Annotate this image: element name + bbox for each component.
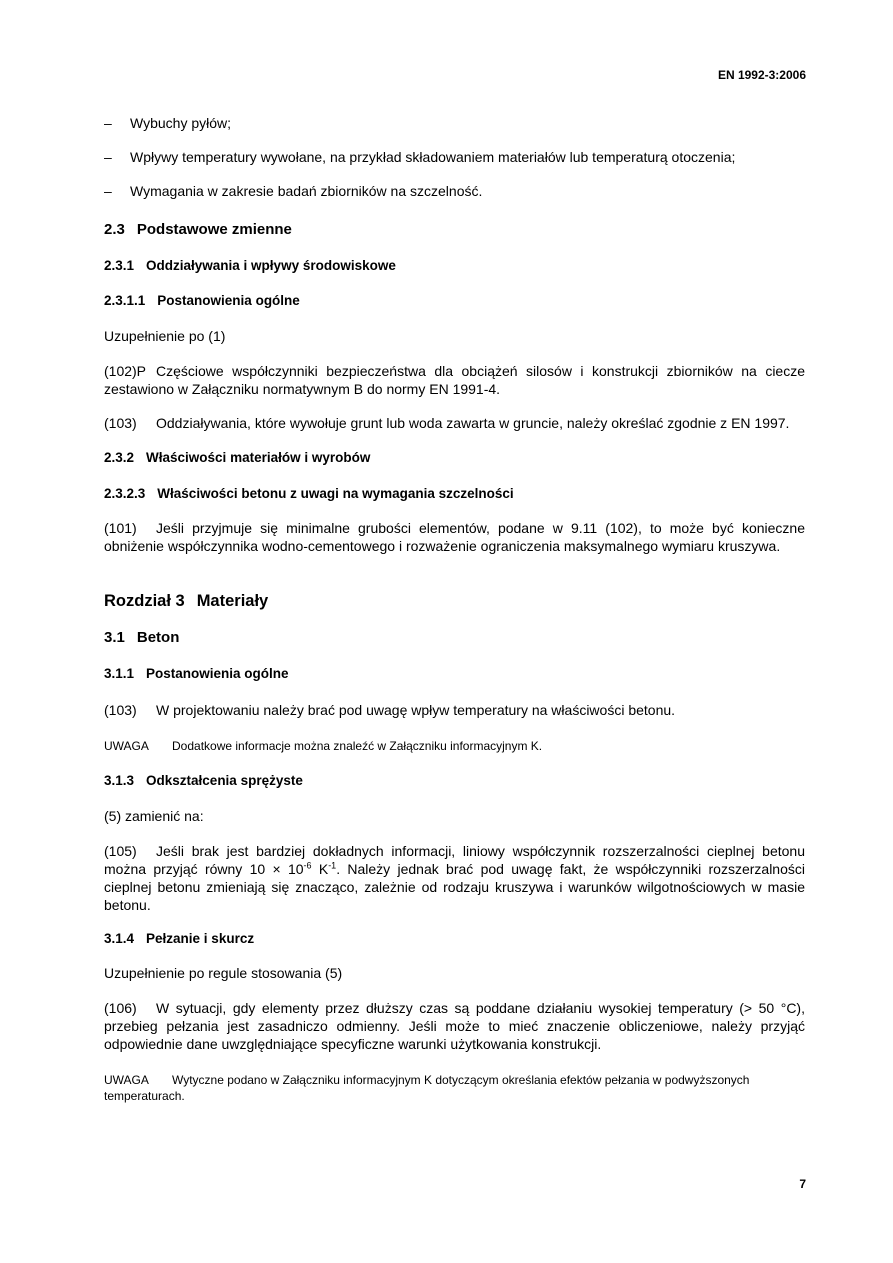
paragraph-label: (103): [104, 415, 137, 431]
section-number: 3.1.4: [104, 931, 135, 946]
paragraph-label: (101): [104, 520, 137, 536]
section-heading: [104, 221, 805, 239]
section-title: Właściwości betonu z uwagi na wymagania szczelności: [157, 486, 514, 501]
section-title: Postanowienia ogólne: [157, 293, 300, 308]
exponent: -6: [303, 860, 312, 871]
exponent: -1: [328, 860, 337, 871]
paragraph: [104, 842, 805, 914]
chapter-number: Rozdział 3: [104, 592, 185, 610]
paragraph-text: K: [311, 861, 329, 877]
paragraph-label: (105): [104, 843, 137, 859]
paragraph: [104, 701, 805, 719]
section-title: Pełzanie i skurcz: [146, 931, 255, 946]
section-number: 2.3.2: [104, 450, 135, 465]
section-title: Postanowienia ogólne: [146, 666, 289, 681]
note-text: Dodatkowe informacje można znaleźć w Załączniku informacyjnym K.: [172, 739, 543, 753]
bullet-text: Wpływy temperatury wywołane, na przykład składowaniem materiałów lub temperaturą otoczenia;: [130, 149, 736, 165]
section-number: 2.3.1: [104, 258, 135, 273]
section-title: Podstawowe zmienne: [136, 221, 292, 238]
paragraph: Uzupełnienie po regule stosowania (5): [104, 965, 343, 981]
paragraph-text: Jeśli przyjmuje się minimalne grubości elementów, podane w 9.11 (102), to może być konieczne obniżenie współczynnika wodno-cementowego i rozważenie ograniczenia maksymalnego wymiaru kruszywa.: [104, 520, 805, 554]
bullet-dash: –: [104, 149, 112, 165]
section-number: 2.3.1.1: [104, 293, 146, 308]
section-number: 3.1.1: [104, 666, 135, 681]
paragraph: Uzupełnienie po (1): [104, 328, 226, 344]
bullet-text: Wybuchy pyłów;: [130, 115, 232, 131]
bullet-text: Wymagania w zakresie badań zbiorników na szczelność.: [130, 183, 483, 199]
section-number: 3.1: [104, 629, 125, 646]
section-title: Właściwości materiałów i wyrobów: [146, 450, 371, 465]
paragraph-label: (102)P: [104, 363, 147, 379]
section-heading: [104, 292, 805, 310]
section-number: 2.3.2.3: [104, 486, 146, 501]
paragraph: [104, 999, 805, 1053]
section-number: 2.3: [104, 221, 125, 238]
paragraph-text: Częściowe współczynniki bezpieczeństwa dla obciążeń silosów i konstrukcji zbiorników na ciecze zestawiono w Załączniku normatywnym B do normy EN 1991-4.: [104, 363, 805, 397]
section-title: Beton: [136, 629, 180, 646]
section-title: Oddziaływania i wpływy środowiskowe: [146, 258, 396, 273]
section-heading: [104, 629, 805, 647]
bullet-dash: –: [104, 115, 112, 131]
section-heading: [104, 772, 805, 790]
section-heading: [104, 930, 805, 948]
section-heading: [104, 665, 805, 683]
paragraph-text: Jeśli brak jest bardziej dokładnych informacji, liniowy współczynnik rozszerzalności cieplnej betonu można przyjąć równy 10 × 10: [104, 843, 805, 877]
bullet-dash: –: [104, 183, 112, 199]
section-title: Odkształcenia sprężyste: [146, 773, 303, 788]
page-number: 7: [799, 1177, 806, 1191]
note-label: UWAGA: [104, 739, 149, 753]
paragraph-text: W sytuacji, gdy elementy przez dłuższy czas są poddane działaniu wysokiej temperatury (> 50 °C), przebieg pełzania jest zasadniczo odmienny. Jeśli może to mieć znaczenie obliczeniowe, należy przyjąć odpowiednie dane uwzględniające specyficzne warunki użytkowania konstrukcji.: [104, 1000, 805, 1052]
paragraph-text: W projektowaniu należy brać pod uwagę wpływ temperatury na właściwości betonu.: [156, 702, 676, 718]
paragraph: (5) zamienić na:: [104, 808, 204, 824]
note: [104, 1072, 805, 1104]
paragraph: [104, 362, 805, 398]
chapter-heading: [104, 591, 805, 611]
paragraph-label: (103): [104, 702, 137, 718]
note-text: Wytyczne podano w Załączniku informacyjnym K dotyczącym określania efektów pełzania w podwyższonych temperaturach.: [104, 1073, 750, 1103]
document-id: EN 1992-3:2006: [717, 68, 806, 82]
paragraph-text: Oddziaływania, które wywołuje grunt lub woda zawarta w gruncie, należy określać zgodnie z EN 1997.: [156, 415, 790, 431]
paragraph-text: . Należy jednak brać pod uwagę fakt, że współczynniki rozszerzalności cieplnej betonu zmieniają się znacząco, zależnie od rodzaju kruszywa i warunków wilgotnościowych w masie betonu.: [104, 861, 805, 913]
chapter-title: Materiały: [196, 592, 269, 610]
note-label: UWAGA: [104, 1073, 149, 1087]
paragraph-label: (106): [104, 1000, 137, 1016]
paragraph: [104, 414, 805, 432]
note: [104, 738, 805, 754]
section-number: 3.1.3: [104, 773, 135, 788]
paragraph: [104, 519, 805, 555]
section-heading: [104, 449, 805, 467]
section-heading: [104, 485, 805, 503]
section-heading: [104, 257, 805, 275]
